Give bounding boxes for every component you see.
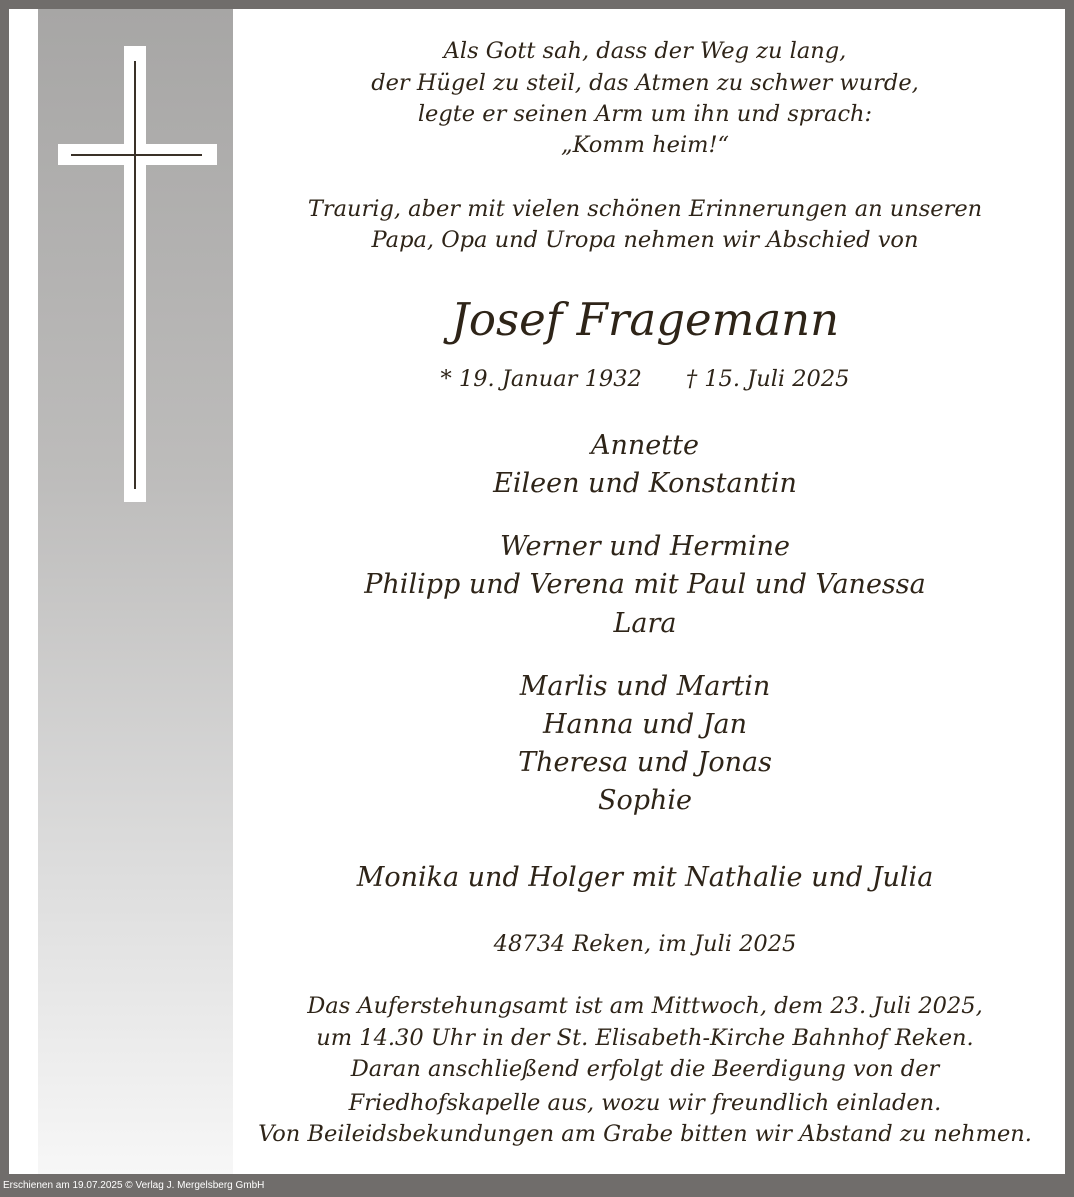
cross-icon-line-horizontal	[71, 154, 202, 156]
poem-line: legte er seinen Arm um ihn und sprach:	[417, 101, 873, 127]
poem-line: „Komm heim!“	[560, 132, 730, 158]
mourner-line: Philipp und Verena mit Paul und Vanessa	[364, 569, 926, 600]
service-line: um 14.30 Uhr in der St. Elisabeth-Kirche Bahnhof Reken.	[316, 1025, 974, 1051]
poem-line: Als Gott sah, dass der Weg zu lang,	[443, 38, 847, 64]
service-line: Das Auferstehungsamt ist am Mittwoch, dem 23. Juli 2025,	[307, 993, 983, 1019]
mourner-line: Sophie	[597, 785, 693, 816]
intro-line: Traurig, aber mit vielen schönen Erinnerungen an unseren	[307, 196, 983, 222]
deceased-name: Josef Fragemann	[450, 293, 840, 346]
cross-icon-line-vertical	[134, 61, 136, 489]
mourner-line: Werner und Hermine	[500, 531, 790, 562]
death-date: † 15. Juli 2025	[685, 366, 850, 392]
birth-date: * 19. Januar 1932	[440, 366, 642, 392]
mourner-line: Marlis und Martin	[519, 671, 771, 702]
mourner-line: Lara	[613, 608, 677, 639]
publication-footer: Erschienen am 19.07.2025 © Verlag J. Mergelsberg GmbH	[3, 1180, 265, 1191]
poem-line: der Hügel zu steil, das Atmen zu schwer wurde,	[371, 70, 919, 96]
place-date: 48734 Reken, im Juli 2025	[493, 931, 797, 957]
service-line: Von Beileidsbekundungen am Grabe bitten wir Abstand zu nehmen.	[258, 1121, 1032, 1147]
mourner-line: Monika und Holger mit Nathalie und Julia	[356, 862, 934, 893]
mourner-line: Hanna und Jan	[542, 709, 748, 740]
mourner-line: Theresa und Jonas	[518, 747, 772, 778]
life-dates	[233, 365, 1057, 393]
mourner-line: Annette	[591, 430, 699, 461]
obituary-text	[233, 9, 1057, 1174]
intro-line: Papa, Opa und Uropa nehmen wir Abschied von	[371, 227, 919, 253]
service-line: Friedhofskapelle aus, wozu wir freundlich einladen.	[348, 1090, 942, 1116]
mourner-line: Eileen und Konstantin	[493, 468, 797, 499]
service-line: Daran anschließend erfolgt die Beerdigung von der	[350, 1056, 940, 1082]
obituary-card	[9, 9, 1065, 1174]
